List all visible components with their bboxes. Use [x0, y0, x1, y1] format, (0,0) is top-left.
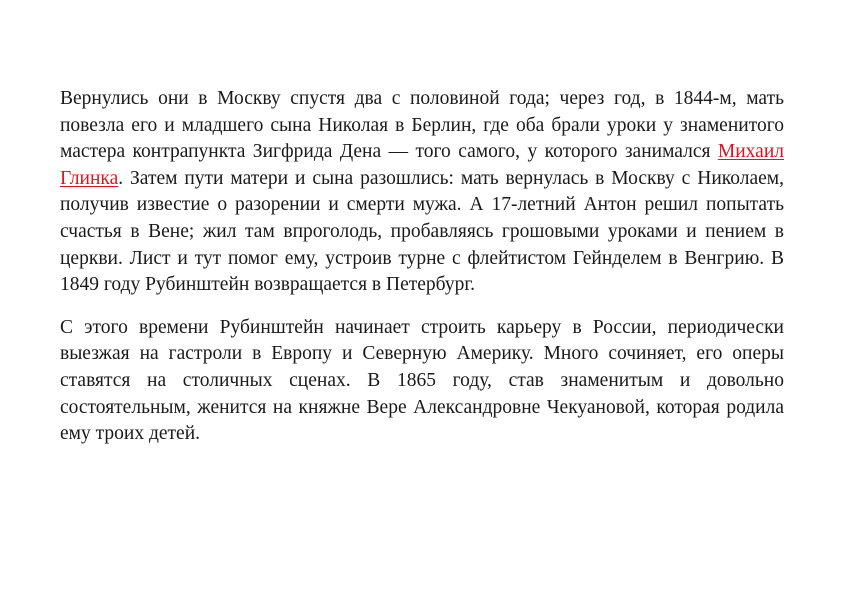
- glinka-link[interactable]: Михаил Глинка: [60, 141, 784, 189]
- paragraph-2: С этого времени Рубинштейн начинает строить карьеру в России, периодически выезжая на гастроли в Европу и Северную Америку. Много сочиняет, его оперы ставятся на столичных сценах. В 1865 году, став знаменитым и довольно состоятельным, женится на княжне Вере Александровне Чекуановой, которая родила ему троих детей.: [60, 316, 784, 445]
- paragraph-1-text-before-link: Вернулись они в Москву спустя два с половиной года; через год, в 1844-м, мать повезла его и младшего сына Николая в Берлин, где оба брали уроки у знаменитого мастера контрапункта Зигфрида Дена — того самого, у которого занимался: [60, 88, 784, 163]
- paragraph-1-text-after-link: . Затем пути матери и сына разошлись: мать вернулась в Москву с Николаем, получив известие о разорении и смерти мужа. А 17-летний Антон решил попытать счастья в Вене; жил там впроголодь, пробавляясь грошовыми уроками и пением в церкви. Лист и тут помог ему, устроив турне с флейтистом Гейнделем в Венгрию. В 1849 году Рубинштейн возвращается в Петербург.: [60, 167, 784, 296]
- text-body: [60, 86, 784, 464]
- paragraph-1: [60, 86, 784, 299]
